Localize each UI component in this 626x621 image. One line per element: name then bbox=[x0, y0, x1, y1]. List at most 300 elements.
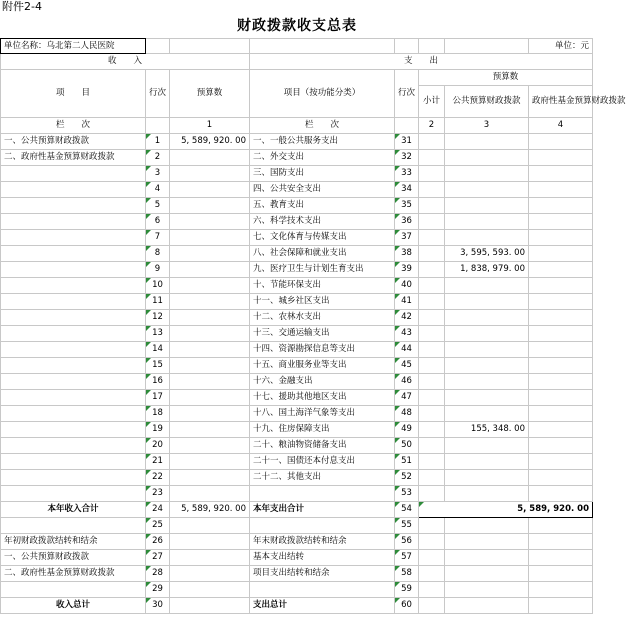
fund-budget-cell[interactable] bbox=[529, 150, 593, 166]
expenditure-item-cell[interactable]: 八、社会保障和就业支出 bbox=[250, 246, 395, 262]
income-item-cell[interactable] bbox=[1, 454, 146, 470]
income-item-cell[interactable] bbox=[1, 214, 146, 230]
unit-name-cell[interactable]: 单位名称：乌北第二人民医院 bbox=[1, 39, 146, 54]
col-index-1[interactable]: 1 bbox=[170, 118, 250, 134]
expenditure-item-cell[interactable] bbox=[250, 486, 395, 502]
budget-group-header[interactable]: 预算数 bbox=[419, 70, 593, 86]
cell-warning-marker bbox=[146, 406, 151, 411]
carry-row bbox=[1, 566, 593, 582]
fund-budget-cell[interactable] bbox=[529, 438, 593, 454]
line-no-cell[interactable]: 49 bbox=[395, 422, 419, 438]
carry-fund-label[interactable]: 二、政府性基金预算财政拨款 bbox=[1, 566, 146, 582]
fund-budget-cell[interactable] bbox=[529, 230, 593, 246]
cell-warning-marker bbox=[395, 310, 400, 315]
public-budget-cell[interactable] bbox=[445, 406, 529, 422]
fund-budget-cell[interactable] bbox=[529, 166, 593, 182]
budget-value-cell[interactable] bbox=[170, 342, 250, 358]
cell-warning-marker bbox=[146, 150, 151, 155]
expenditure-item-cell[interactable]: 一、一般公共服务支出 bbox=[250, 134, 395, 150]
public-budget-cell[interactable] bbox=[445, 214, 529, 230]
public-budget-cell[interactable] bbox=[445, 182, 529, 198]
project-label[interactable]: 项目支出结转和结余 bbox=[250, 566, 395, 582]
budget-value-cell[interactable] bbox=[170, 182, 250, 198]
cell-warning-marker bbox=[146, 198, 151, 203]
line-no-cell[interactable]: 42 bbox=[395, 310, 419, 326]
line-no-cell[interactable]: 6 bbox=[146, 214, 170, 230]
budget-value-cell[interactable] bbox=[170, 246, 250, 262]
fund-budget-cell[interactable] bbox=[529, 406, 593, 422]
table-row bbox=[1, 150, 593, 166]
line-no-cell[interactable]: 8 bbox=[146, 246, 170, 262]
cell-warning-marker bbox=[146, 230, 151, 235]
line-no-cell[interactable]: 13 bbox=[146, 326, 170, 342]
income-item-cell[interactable] bbox=[1, 358, 146, 374]
table-row bbox=[1, 406, 593, 422]
line-no-cell[interactable]: 29 bbox=[146, 582, 170, 598]
col-index-4[interactable]: 4 bbox=[529, 118, 593, 134]
income-item-cell[interactable] bbox=[1, 422, 146, 438]
cell-warning-marker bbox=[146, 422, 151, 427]
budget-value-cell[interactable] bbox=[170, 358, 250, 374]
fund-budget-cell[interactable] bbox=[529, 198, 593, 214]
cell-warning-marker bbox=[146, 214, 151, 219]
income-item-cell[interactable] bbox=[1, 438, 146, 454]
line-no-cell[interactable]: 59 bbox=[395, 582, 419, 598]
cell-warning-marker bbox=[395, 278, 400, 283]
public-budget-cell[interactable] bbox=[445, 486, 529, 502]
cell-warning-marker bbox=[395, 150, 400, 155]
line-no-cell[interactable]: 48 bbox=[395, 406, 419, 422]
income-item-cell[interactable] bbox=[1, 374, 146, 390]
public-budget-cell[interactable] bbox=[445, 230, 529, 246]
budget-header[interactable]: 预算数 bbox=[170, 70, 250, 118]
budget-value-cell[interactable] bbox=[170, 326, 250, 342]
line-no-cell[interactable]: 45 bbox=[395, 358, 419, 374]
subtotal-cell[interactable] bbox=[419, 150, 445, 166]
public-budget-cell[interactable] bbox=[445, 294, 529, 310]
year-exp-value[interactable]: 5, 589, 920. 00 bbox=[419, 502, 593, 518]
expenditure-item-cell[interactable]: 十四、资源勘探信息等支出 bbox=[250, 342, 395, 358]
fund-budget-cell[interactable] bbox=[529, 326, 593, 342]
budget-value-cell[interactable] bbox=[170, 438, 250, 454]
line-no-cell[interactable]: 1 bbox=[146, 134, 170, 150]
cell-warning-marker bbox=[146, 246, 151, 251]
line-no-cell[interactable]: 23 bbox=[146, 486, 170, 502]
subtotal-cell[interactable] bbox=[419, 406, 445, 422]
cell-warning-marker bbox=[395, 358, 400, 363]
subtotal-cell[interactable] bbox=[419, 310, 445, 326]
subtotal-header[interactable]: 小计 bbox=[419, 86, 445, 118]
unit-currency-cell[interactable]: 单位：元 bbox=[529, 39, 593, 54]
table-row bbox=[1, 342, 593, 358]
income-item-cell[interactable] bbox=[1, 182, 146, 198]
subtotal-cell[interactable] bbox=[419, 246, 445, 262]
income-item-cell[interactable]: 二、政府性基金预算财政拨款 bbox=[1, 150, 146, 166]
budget-value-cell[interactable] bbox=[170, 390, 250, 406]
cell-warning-marker bbox=[395, 390, 400, 395]
line-no-cell[interactable]: 31 bbox=[395, 134, 419, 150]
cell-warning-marker bbox=[146, 294, 151, 299]
cell-warning-marker bbox=[146, 582, 151, 587]
expenditure-item-cell[interactable]: 十三、交通运输支出 bbox=[250, 326, 395, 342]
line-no-cell[interactable]: 44 bbox=[395, 342, 419, 358]
table-row bbox=[1, 294, 593, 310]
cell-warning-marker bbox=[395, 342, 400, 347]
line-no-cell[interactable]: 20 bbox=[146, 438, 170, 454]
line-no-cell[interactable]: 21 bbox=[146, 454, 170, 470]
line-no-cell[interactable]: 14 bbox=[146, 342, 170, 358]
line-no-cell[interactable]: 39 bbox=[395, 262, 419, 278]
expenditure-item-cell[interactable]: 五、教育支出 bbox=[250, 198, 395, 214]
line-no-cell[interactable]: 43 bbox=[395, 326, 419, 342]
public-budget-cell[interactable] bbox=[445, 166, 529, 182]
subtotal-cell[interactable] bbox=[419, 422, 445, 438]
expenditure-item-cell[interactable]: 十二、农林水支出 bbox=[250, 310, 395, 326]
income-item-cell[interactable] bbox=[1, 470, 146, 486]
cell-warning-marker bbox=[395, 486, 400, 491]
col-label[interactable]: 栏 次 bbox=[1, 118, 146, 134]
table-title: 财政拨款收支总表 bbox=[237, 18, 357, 34]
fund-budget-cell[interactable] bbox=[529, 246, 593, 262]
income-item-cell[interactable] bbox=[1, 390, 146, 406]
expenditure-item-cell[interactable]: 十五、商业服务业等支出 bbox=[250, 358, 395, 374]
line-no-cell[interactable]: 15 bbox=[146, 358, 170, 374]
line-no-cell[interactable]: 12 bbox=[146, 310, 170, 326]
cell-warning-marker bbox=[146, 278, 151, 283]
line-no-cell[interactable]: 51 bbox=[395, 454, 419, 470]
public-budget-header[interactable]: 公共预算财政拨款 bbox=[445, 86, 529, 118]
cell-warning-marker bbox=[395, 550, 400, 555]
line-no-cell[interactable]: 60 bbox=[395, 598, 419, 614]
cell-warning-marker bbox=[395, 262, 400, 267]
line-no-cell[interactable]: 38 bbox=[395, 246, 419, 262]
table-row bbox=[1, 326, 593, 342]
subtotal-cell[interactable] bbox=[419, 470, 445, 486]
cell-warning-marker bbox=[146, 598, 151, 603]
line-no-cell[interactable]: 52 bbox=[395, 470, 419, 486]
fund-budget-cell[interactable] bbox=[529, 294, 593, 310]
line-no-cell[interactable]: 56 bbox=[395, 534, 419, 550]
exp-total-label[interactable]: 支出总计 bbox=[250, 598, 395, 614]
subtotal-cell[interactable] bbox=[419, 358, 445, 374]
budget-value-cell[interactable] bbox=[170, 454, 250, 470]
basic-label[interactable]: 基本支出结转 bbox=[250, 550, 395, 566]
public-budget-cell[interactable] bbox=[445, 150, 529, 166]
expenditure-item-cell[interactable]: 二十一、国债还本付息支出 bbox=[250, 454, 395, 470]
budget-value-cell[interactable] bbox=[170, 230, 250, 246]
public-budget-cell[interactable] bbox=[445, 374, 529, 390]
expenditure-item-cell[interactable]: 二、外交支出 bbox=[250, 150, 395, 166]
cell-warning-marker bbox=[395, 230, 400, 235]
expenditure-item-cell[interactable]: 七、文化体育与传媒支出 bbox=[250, 230, 395, 246]
line-no-cell[interactable]: 37 bbox=[395, 230, 419, 246]
expenditure-item-cell[interactable]: 十八、国土海洋气象等支出 bbox=[250, 406, 395, 422]
expenditure-item-cell[interactable]: 二十二、其他支出 bbox=[250, 470, 395, 486]
public-budget-cell[interactable] bbox=[445, 342, 529, 358]
line-no-cell[interactable]: 11 bbox=[146, 294, 170, 310]
income-item-cell[interactable] bbox=[1, 198, 146, 214]
table-row bbox=[1, 470, 593, 486]
table-row bbox=[1, 390, 593, 406]
fund-budget-cell[interactable] bbox=[529, 214, 593, 230]
public-budget-cell[interactable] bbox=[445, 326, 529, 342]
income-total-label[interactable]: 收入总计 bbox=[1, 598, 146, 614]
cell-warning-marker bbox=[146, 326, 151, 331]
year-total-row bbox=[1, 502, 593, 518]
year-income-no[interactable]: 24 bbox=[146, 502, 170, 518]
line-no-cell[interactable]: 22 bbox=[146, 470, 170, 486]
line-no-cell[interactable]: 25 bbox=[146, 518, 170, 534]
line-no-cell[interactable]: 50 bbox=[395, 438, 419, 454]
line-no-cell[interactable]: 40 bbox=[395, 278, 419, 294]
fund-budget-cell[interactable] bbox=[529, 358, 593, 374]
fund-budget-cell[interactable] bbox=[529, 182, 593, 198]
table-row bbox=[1, 422, 593, 438]
line-no-cell[interactable]: 19 bbox=[146, 422, 170, 438]
table-row bbox=[1, 182, 593, 198]
public-budget-cell[interactable] bbox=[445, 470, 529, 486]
cell-warning-marker bbox=[146, 438, 151, 443]
subtotal-cell[interactable] bbox=[419, 182, 445, 198]
fund-budget-cell[interactable] bbox=[529, 310, 593, 326]
table-row bbox=[1, 230, 593, 246]
year-income-label[interactable]: 本年收入合计 bbox=[1, 502, 146, 518]
expenditure-item-cell[interactable]: 十六、金融支出 bbox=[250, 374, 395, 390]
income-item-cell[interactable] bbox=[1, 246, 146, 262]
table-row bbox=[1, 454, 593, 470]
budget-value-cell[interactable] bbox=[170, 470, 250, 486]
line-no-cell[interactable]: 17 bbox=[146, 390, 170, 406]
subtotal-cell[interactable] bbox=[419, 342, 445, 358]
budget-value-cell[interactable] bbox=[170, 262, 250, 278]
cell-warning-marker bbox=[146, 550, 151, 555]
column-index-row bbox=[1, 118, 593, 134]
year-income-value[interactable]: 5, 589, 920. 00 bbox=[170, 502, 250, 518]
cell-warning-marker bbox=[395, 422, 400, 427]
line-no-cell[interactable]: 10 bbox=[146, 278, 170, 294]
line-no-cell[interactable]: 58 bbox=[395, 566, 419, 582]
budget-value-cell[interactable] bbox=[170, 214, 250, 230]
subtotal-cell[interactable] bbox=[419, 262, 445, 278]
table-row bbox=[1, 438, 593, 454]
year-exp-label[interactable]: 本年支出合计 bbox=[250, 502, 395, 518]
fund-budget-cell[interactable] bbox=[529, 262, 593, 278]
budget-value-cell[interactable] bbox=[170, 406, 250, 422]
line-no-cell[interactable]: 53 bbox=[395, 486, 419, 502]
fund-budget-cell[interactable] bbox=[529, 374, 593, 390]
expenditure-item-cell[interactable]: 十九、住房保障支出 bbox=[250, 422, 395, 438]
income-item-cell[interactable] bbox=[1, 406, 146, 422]
line-no-cell[interactable]: 35 bbox=[395, 198, 419, 214]
carry-pub-label[interactable]: 一、公共预算财政拨款 bbox=[1, 550, 146, 566]
cell-warning-marker bbox=[395, 182, 400, 187]
income-item-cell[interactable] bbox=[1, 230, 146, 246]
subtotal-cell[interactable] bbox=[419, 166, 445, 182]
public-budget-cell[interactable] bbox=[445, 358, 529, 374]
expenditure-item-cell[interactable]: 四、公共安全支出 bbox=[250, 182, 395, 198]
expenditure-item-cell[interactable]: 十一、城乡社区支出 bbox=[250, 294, 395, 310]
line-no-cell[interactable]: 36 bbox=[395, 214, 419, 230]
item-header[interactable]: 项 目 bbox=[1, 70, 146, 118]
expenditure-header[interactable]: 支 出 bbox=[250, 54, 593, 70]
table-row bbox=[1, 374, 593, 390]
line-no-cell[interactable]: 7 bbox=[146, 230, 170, 246]
subtotal-cell[interactable] bbox=[419, 294, 445, 310]
cell-warning-marker bbox=[395, 598, 400, 603]
public-budget-cell[interactable]: 1, 838, 979. 00 bbox=[445, 262, 529, 278]
income-item-cell[interactable] bbox=[1, 166, 146, 182]
budget-value-cell[interactable] bbox=[170, 198, 250, 214]
cell-warning-marker bbox=[146, 454, 151, 459]
table-row bbox=[1, 246, 593, 262]
public-budget-cell[interactable] bbox=[445, 390, 529, 406]
carry-row bbox=[1, 550, 593, 566]
cell-warning-marker bbox=[395, 214, 400, 219]
col-label-2[interactable]: 栏 次 bbox=[250, 118, 395, 134]
fund-budget-cell[interactable] bbox=[529, 486, 593, 502]
expenditure-item-cell[interactable]: 六、科学技术支出 bbox=[250, 214, 395, 230]
line-no-cell[interactable]: 41 bbox=[395, 294, 419, 310]
subtotal-cell[interactable] bbox=[419, 438, 445, 454]
budget-value-cell[interactable] bbox=[170, 294, 250, 310]
line-no-cell[interactable]: 47 bbox=[395, 390, 419, 406]
cell-warning-marker bbox=[395, 246, 400, 251]
budget-value-cell[interactable] bbox=[170, 166, 250, 182]
fund-budget-cell[interactable] bbox=[529, 422, 593, 438]
income-item-cell[interactable]: 一、公共预算财政拨款 bbox=[1, 134, 146, 150]
income-header[interactable]: 收 入 bbox=[1, 54, 250, 70]
line-no-cell[interactable]: 46 bbox=[395, 374, 419, 390]
subtotal-cell[interactable] bbox=[419, 390, 445, 406]
subtotal-cell[interactable] bbox=[419, 230, 445, 246]
cell-warning-marker bbox=[146, 358, 151, 363]
public-budget-cell[interactable] bbox=[445, 310, 529, 326]
attachment-label: 附件2-4 bbox=[2, 0, 42, 13]
table-row bbox=[1, 198, 593, 214]
public-budget-cell[interactable] bbox=[445, 198, 529, 214]
subtotal-cell[interactable] bbox=[419, 214, 445, 230]
col-index-3[interactable]: 3 bbox=[445, 118, 529, 134]
table-row bbox=[1, 582, 593, 598]
table-row bbox=[1, 214, 593, 230]
public-budget-cell[interactable]: 155, 348. 00 bbox=[445, 422, 529, 438]
fund-budget-header[interactable]: 政府性基金预算财政拨款 bbox=[529, 86, 593, 118]
cell-warning-marker bbox=[395, 470, 400, 475]
subtotal-cell[interactable] bbox=[419, 454, 445, 470]
table-row bbox=[1, 518, 593, 534]
col-index-2[interactable]: 2 bbox=[419, 118, 445, 134]
line-no-cell[interactable]: 55 bbox=[395, 518, 419, 534]
public-budget-cell[interactable] bbox=[445, 278, 529, 294]
budget-value-cell[interactable] bbox=[170, 150, 250, 166]
cell-warning-marker bbox=[395, 518, 400, 523]
line-no2-header[interactable]: 行次 bbox=[395, 70, 419, 118]
income-item-cell[interactable] bbox=[1, 310, 146, 326]
line-no-cell[interactable]: 33 bbox=[395, 166, 419, 182]
income-item-cell[interactable] bbox=[1, 294, 146, 310]
cell-warning-marker bbox=[395, 166, 400, 171]
line-no-cell[interactable]: 27 bbox=[146, 550, 170, 566]
budget-value-cell[interactable] bbox=[170, 374, 250, 390]
line-no-cell[interactable]: 26 bbox=[146, 534, 170, 550]
cell-warning-marker bbox=[395, 502, 400, 507]
expenditure-item-cell[interactable]: 九、医疗卫生与计划生育支出 bbox=[250, 262, 395, 278]
line-no-cell[interactable]: 5 bbox=[146, 198, 170, 214]
table-row bbox=[1, 166, 593, 182]
fund-budget-cell[interactable] bbox=[529, 134, 593, 150]
item-func-header[interactable]: 项目（按功能分类） bbox=[250, 70, 395, 118]
cell-warning-marker bbox=[395, 326, 400, 331]
line-no-cell[interactable]: 30 bbox=[146, 598, 170, 614]
public-budget-cell[interactable]: 3, 595, 593. 00 bbox=[445, 246, 529, 262]
public-budget-cell[interactable] bbox=[445, 438, 529, 454]
line-no-cell[interactable]: 4 bbox=[146, 182, 170, 198]
carry-in-label[interactable]: 年初财政拨款结转和结余 bbox=[1, 534, 146, 550]
line-no-cell[interactable]: 34 bbox=[395, 182, 419, 198]
line-no-header[interactable]: 行次 bbox=[146, 70, 170, 118]
income-item-cell[interactable] bbox=[1, 342, 146, 358]
cell-warning-marker bbox=[395, 454, 400, 459]
income-item-cell[interactable] bbox=[1, 326, 146, 342]
fund-budget-cell[interactable] bbox=[529, 454, 593, 470]
cell-warning-marker bbox=[395, 566, 400, 571]
expenditure-item-cell[interactable]: 十、节能环保支出 bbox=[250, 278, 395, 294]
expenditure-item-cell[interactable]: 二十、粮油物资储备支出 bbox=[250, 438, 395, 454]
fund-budget-cell[interactable] bbox=[529, 470, 593, 486]
subtotal-cell[interactable] bbox=[419, 134, 445, 150]
line-no-cell[interactable]: 9 bbox=[146, 262, 170, 278]
carry-row bbox=[1, 534, 593, 550]
line-no-cell[interactable]: 3 bbox=[146, 166, 170, 182]
budget-value-cell[interactable] bbox=[170, 310, 250, 326]
cell-warning-marker bbox=[146, 502, 151, 507]
line-no-cell[interactable]: 57 bbox=[395, 550, 419, 566]
public-budget-cell[interactable] bbox=[445, 134, 529, 150]
table-row bbox=[1, 486, 593, 502]
budget-value-cell[interactable] bbox=[170, 278, 250, 294]
budget-value-cell[interactable]: 5, 589, 920. 00 bbox=[170, 134, 250, 150]
fund-budget-cell[interactable] bbox=[529, 342, 593, 358]
fund-budget-cell[interactable] bbox=[529, 278, 593, 294]
carry-out-label[interactable]: 年末财政拨款结转和结余 bbox=[250, 534, 395, 550]
year-exp-no[interactable]: 54 bbox=[395, 502, 419, 518]
expenditure-item-cell[interactable]: 十七、援助其他地区支出 bbox=[250, 390, 395, 406]
budget-value-cell[interactable] bbox=[170, 486, 250, 502]
subtotal-cell[interactable] bbox=[419, 278, 445, 294]
budget-value-cell[interactable] bbox=[170, 422, 250, 438]
cell-warning-marker bbox=[395, 198, 400, 203]
cell-warning-marker bbox=[146, 486, 151, 491]
subtotal-cell[interactable] bbox=[419, 326, 445, 342]
income-item-cell[interactable] bbox=[1, 262, 146, 278]
line-no-cell[interactable]: 18 bbox=[146, 406, 170, 422]
line-no-cell[interactable]: 2 bbox=[146, 150, 170, 166]
section-header-row bbox=[1, 54, 593, 70]
line-no-cell[interactable]: 28 bbox=[146, 566, 170, 582]
cell-warning-marker bbox=[146, 566, 151, 571]
line-no-cell[interactable]: 16 bbox=[146, 374, 170, 390]
summary-table bbox=[0, 38, 626, 614]
public-budget-cell[interactable] bbox=[445, 454, 529, 470]
subtotal-cell[interactable] bbox=[419, 198, 445, 214]
fund-budget-cell[interactable] bbox=[529, 390, 593, 406]
line-no-cell[interactable]: 32 bbox=[395, 150, 419, 166]
subtotal-cell[interactable] bbox=[419, 486, 445, 502]
income-item-cell[interactable] bbox=[1, 278, 146, 294]
subtotal-cell[interactable] bbox=[419, 374, 445, 390]
income-item-cell[interactable] bbox=[1, 486, 146, 502]
expenditure-item-cell[interactable]: 三、国防支出 bbox=[250, 166, 395, 182]
